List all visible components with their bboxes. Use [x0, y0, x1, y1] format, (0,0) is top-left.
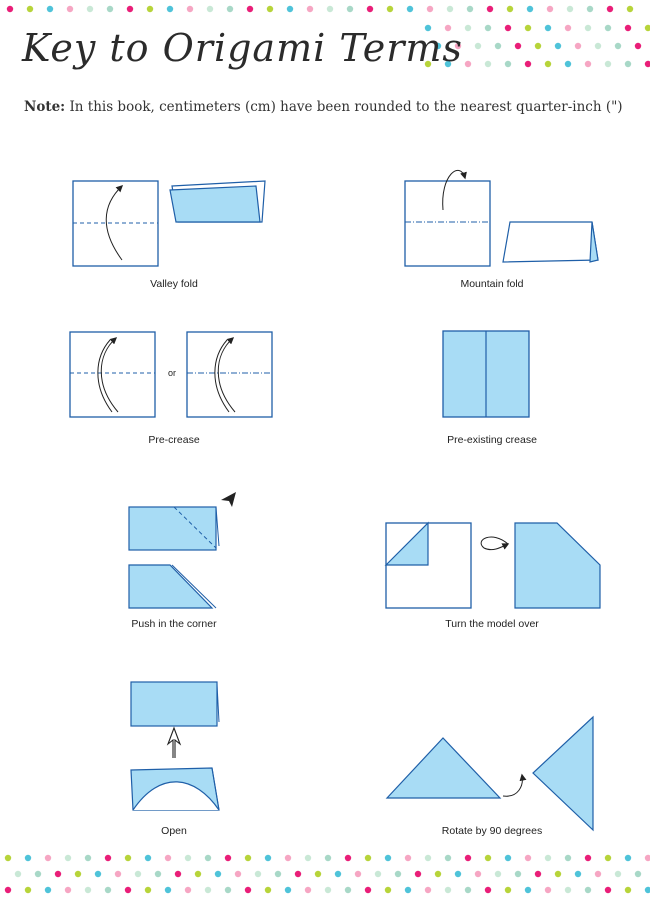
valley-fold-diagram: [73, 181, 265, 266]
caption-open: Open: [161, 825, 187, 837]
or-label: or: [167, 368, 176, 378]
pre-existing-crease-diagram: [443, 331, 529, 417]
mountain-fold-diagram: [405, 170, 598, 266]
caption-rotate-90: Rotate by 90 degrees: [441, 825, 543, 837]
caption-pre-crease: Pre-crease: [148, 434, 200, 446]
caption-valley-fold: Valley fold: [150, 278, 198, 290]
push-corner-diagram: [129, 492, 236, 608]
rotate-90-diagram: [387, 717, 593, 830]
note-text: In this book, centimeters (cm) have been rounded to the nearest quarter-inch ("): [65, 99, 623, 115]
caption-mountain-fold: Mountain fold: [460, 278, 524, 290]
note-label: Note:: [24, 99, 66, 115]
caption-push-corner: Push in the corner: [131, 618, 217, 630]
caption-turn-over: Turn the model over: [445, 618, 539, 630]
turn-over-diagram: [386, 523, 600, 608]
open-diagram: [131, 682, 219, 810]
page-title: Key to Origami Terms: [22, 26, 463, 70]
caption-pre-existing-crease: Pre-existing crease: [447, 434, 537, 446]
